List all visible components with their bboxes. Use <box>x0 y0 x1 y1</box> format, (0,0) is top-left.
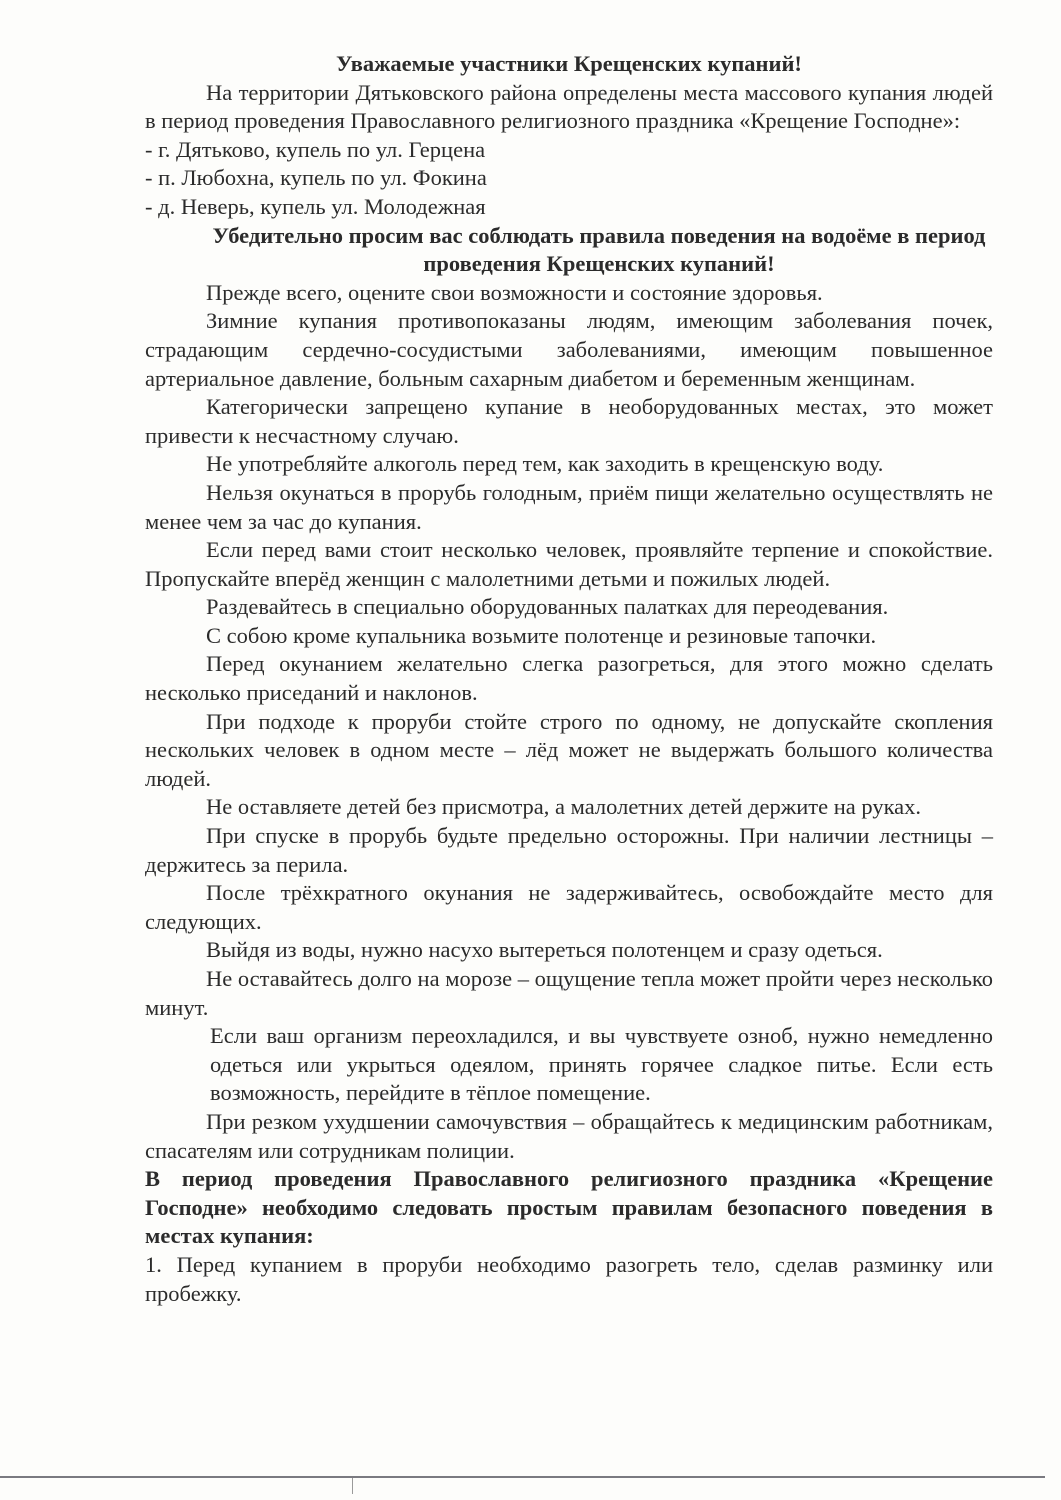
paragraph: Если перед вами стоит несколько человек, проявляйте терпение и спокойствие. Пропускайте вперёд женщин с малолетними детьми и пожилых людей. <box>145 537 993 591</box>
paragraph: Не оставляете детей без присмотра, а малолетних детей держите на руках. <box>206 794 922 820</box>
paragraph: Выйдя из воды, нужно насухо вытереться полотенцем и сразу одеться. <box>206 937 883 963</box>
rules-heading: В период проведения Православного религиозного праздника «Крещение Господне» необходимо следовать простым правилам безопасного поведения в местах купания: <box>145 1166 993 1249</box>
paragraph: Нельзя окунаться в прорубь голодным, приём пищи желательно осуществлять не менее чем за час до купания. <box>145 479 993 534</box>
document-page <box>145 50 993 1308</box>
paragraph: После трёхкратного окунания не задерживайтесь, освобождайте место для следующих. <box>145 880 993 934</box>
paragraph: Не употребляйте алкоголь перед тем, как заходить в крещенскую воду. <box>206 451 884 477</box>
document-title: Уважаемые участники Крещенских купаний! <box>336 51 802 76</box>
page-bottom-tick <box>352 1478 353 1494</box>
appeal-heading: Убедительно просим вас соблюдать правила поведения на водоёме в период проведения Крещенских купаний! <box>212 222 986 277</box>
page-bottom-rule <box>0 1476 1045 1478</box>
paragraph: Если ваш организм переохладился, и вы чувствуете озноб, нужно немедленно одеться или укрыться одеялом, принять горячее сладкое питье. Если есть возможность, перейдите в тёплое помещение. <box>210 1023 993 1106</box>
paragraph: С собою кроме купальника возьмите полотенце и резиновые тапочки. <box>206 622 877 648</box>
paragraph: Перед окунанием желательно слегка разогреться, для этого можно сделать несколько приседаний и наклонов. <box>145 651 993 706</box>
location-item: - г. Дятьково, купель по ул. Герцена <box>145 136 486 162</box>
rule-item: 1. Перед купанием в проруби необходимо разогреть тело, сделав разминку или пробежку. <box>145 1251 993 1306</box>
paragraph: Зимние купания противопоказаны людям, имеющим заболевания почек, страдающим сердечно-сосудистыми заболеваниями, имеющим повышенное артериальное давление, больным сахарным диабетом и беременным женщинам. <box>145 308 993 391</box>
location-item: - д. Неверь, купель ул. Молодежная <box>145 193 486 219</box>
intro-paragraph: На территории Дятьковского района определены места массового купания людей в период проведения Православного религиозного праздника «Крещение Господне»: <box>145 79 993 134</box>
paragraph: При спуске в прорубь будьте предельно осторожны. При наличии лестницы – держитесь за перила. <box>145 823 993 877</box>
paragraph: Раздевайтесь в специально оборудованных палатках для переодевания. <box>206 594 889 620</box>
paragraph: Категорически запрещено купание в необорудованных местах, это может привести к несчастному случаю. <box>145 394 993 448</box>
paragraph: При подходе к проруби стойте строго по одному, не допускайте скопления нескольких человек в одном месте – лёд может не выдержать большого количества людей. <box>145 708 993 791</box>
paragraph: При резком ухудшении самочувствия – обращайтесь к медицинским работникам, спасателям или сотрудникам полиции. <box>145 1108 993 1163</box>
paragraph: Прежде всего, оцените свои возможности и состояние здоровья. <box>206 279 823 305</box>
location-item: - п. Любохна, купель по ул. Фокина <box>145 165 487 191</box>
paragraph: Не оставайтесь долго на морозе – ощущение тепла может пройти через несколько минут. <box>145 966 993 1020</box>
